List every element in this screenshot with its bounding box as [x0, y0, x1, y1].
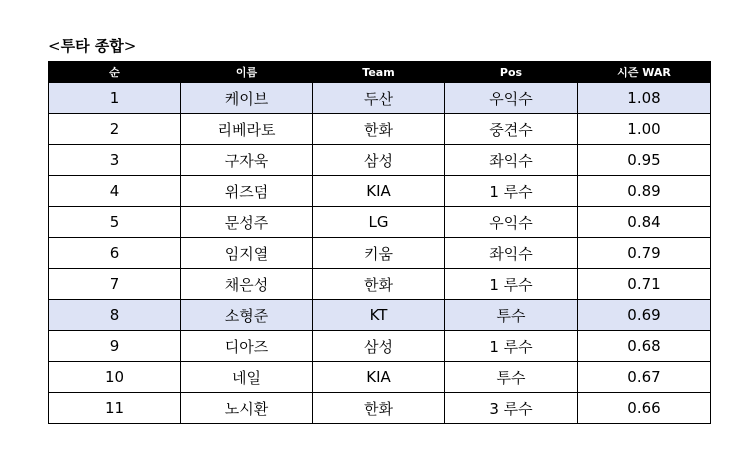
cell-rank: 9: [49, 331, 181, 362]
cell-name: 네일: [181, 362, 313, 393]
table-row: [49, 238, 711, 269]
header-team: Team: [313, 62, 445, 83]
cell-war: 0.71: [578, 269, 711, 300]
header-row: [49, 62, 711, 83]
cell-war: 0.69: [578, 300, 711, 331]
caption-title: 투타 종합: [60, 37, 124, 55]
cell-war: 0.95: [578, 145, 711, 176]
cell-rank: 1: [49, 83, 181, 114]
cell-rank: 11: [49, 393, 181, 424]
table-caption: [48, 36, 136, 56]
cell-name: 구자욱: [181, 145, 313, 176]
table-row: [49, 300, 711, 331]
cell-rank: 6: [49, 238, 181, 269]
cell-name: 소형준: [181, 300, 313, 331]
header-name: 이름: [181, 62, 313, 83]
cell-name: 케이브: [181, 83, 313, 114]
table-row: [49, 393, 711, 424]
cell-pos: 투수: [445, 362, 578, 393]
header-war: 시즌 WAR: [578, 62, 711, 83]
cell-war: 1.00: [578, 114, 711, 145]
cell-rank: 2: [49, 114, 181, 145]
cell-pos: 투수: [445, 300, 578, 331]
table-row: [49, 145, 711, 176]
cell-pos: 1 루수: [445, 176, 578, 207]
cell-rank: 8: [49, 300, 181, 331]
cell-war: 0.68: [578, 331, 711, 362]
cell-team: KIA: [313, 176, 445, 207]
table-row: [49, 207, 711, 238]
cell-war: 0.89: [578, 176, 711, 207]
table-row: [49, 362, 711, 393]
cell-pos: 3 루수: [445, 393, 578, 424]
cell-team: LG: [313, 207, 445, 238]
table-row: [49, 176, 711, 207]
cell-name: 임지열: [181, 238, 313, 269]
cell-name: 리베라토: [181, 114, 313, 145]
cell-team: 한화: [313, 114, 445, 145]
header-rank: 순: [49, 62, 181, 83]
cell-team: 두산: [313, 83, 445, 114]
cell-war: 0.79: [578, 238, 711, 269]
cell-pos: 우익수: [445, 83, 578, 114]
cell-rank: 7: [49, 269, 181, 300]
cell-name: 채은성: [181, 269, 313, 300]
header-pos: Pos: [445, 62, 578, 83]
cell-team: 삼성: [313, 145, 445, 176]
cell-war: 0.66: [578, 393, 711, 424]
cell-rank: 10: [49, 362, 181, 393]
cell-rank: 5: [49, 207, 181, 238]
cell-team: 삼성: [313, 331, 445, 362]
cell-team: 한화: [313, 393, 445, 424]
cell-team: KT: [313, 300, 445, 331]
cell-team: 한화: [313, 269, 445, 300]
cell-war: 0.67: [578, 362, 711, 393]
cell-pos: 1 루수: [445, 331, 578, 362]
war-ranking-table: [48, 61, 711, 424]
table-row: [49, 83, 711, 114]
cell-name: 문성주: [181, 207, 313, 238]
caption-close-bracket: >: [123, 37, 137, 55]
cell-rank: 4: [49, 176, 181, 207]
cell-pos: 우익수: [445, 207, 578, 238]
cell-name: 노시환: [181, 393, 313, 424]
cell-team: 키움: [313, 238, 445, 269]
cell-war: 0.84: [578, 207, 711, 238]
cell-name: 디아즈: [181, 331, 313, 362]
cell-rank: 3: [49, 145, 181, 176]
cell-pos: 좌익수: [445, 238, 578, 269]
caption-open-bracket: <: [48, 37, 61, 55]
cell-war: 1.08: [578, 83, 711, 114]
cell-name: 위즈덤: [181, 176, 313, 207]
cell-pos: 좌익수: [445, 145, 578, 176]
cell-team: KIA: [313, 362, 445, 393]
cell-pos: 1 루수: [445, 269, 578, 300]
table-row: [49, 331, 711, 362]
cell-pos: 중견수: [445, 114, 578, 145]
table-row: [49, 114, 711, 145]
table-header: [49, 62, 711, 83]
table-body: [49, 83, 711, 424]
table-row: [49, 269, 711, 300]
